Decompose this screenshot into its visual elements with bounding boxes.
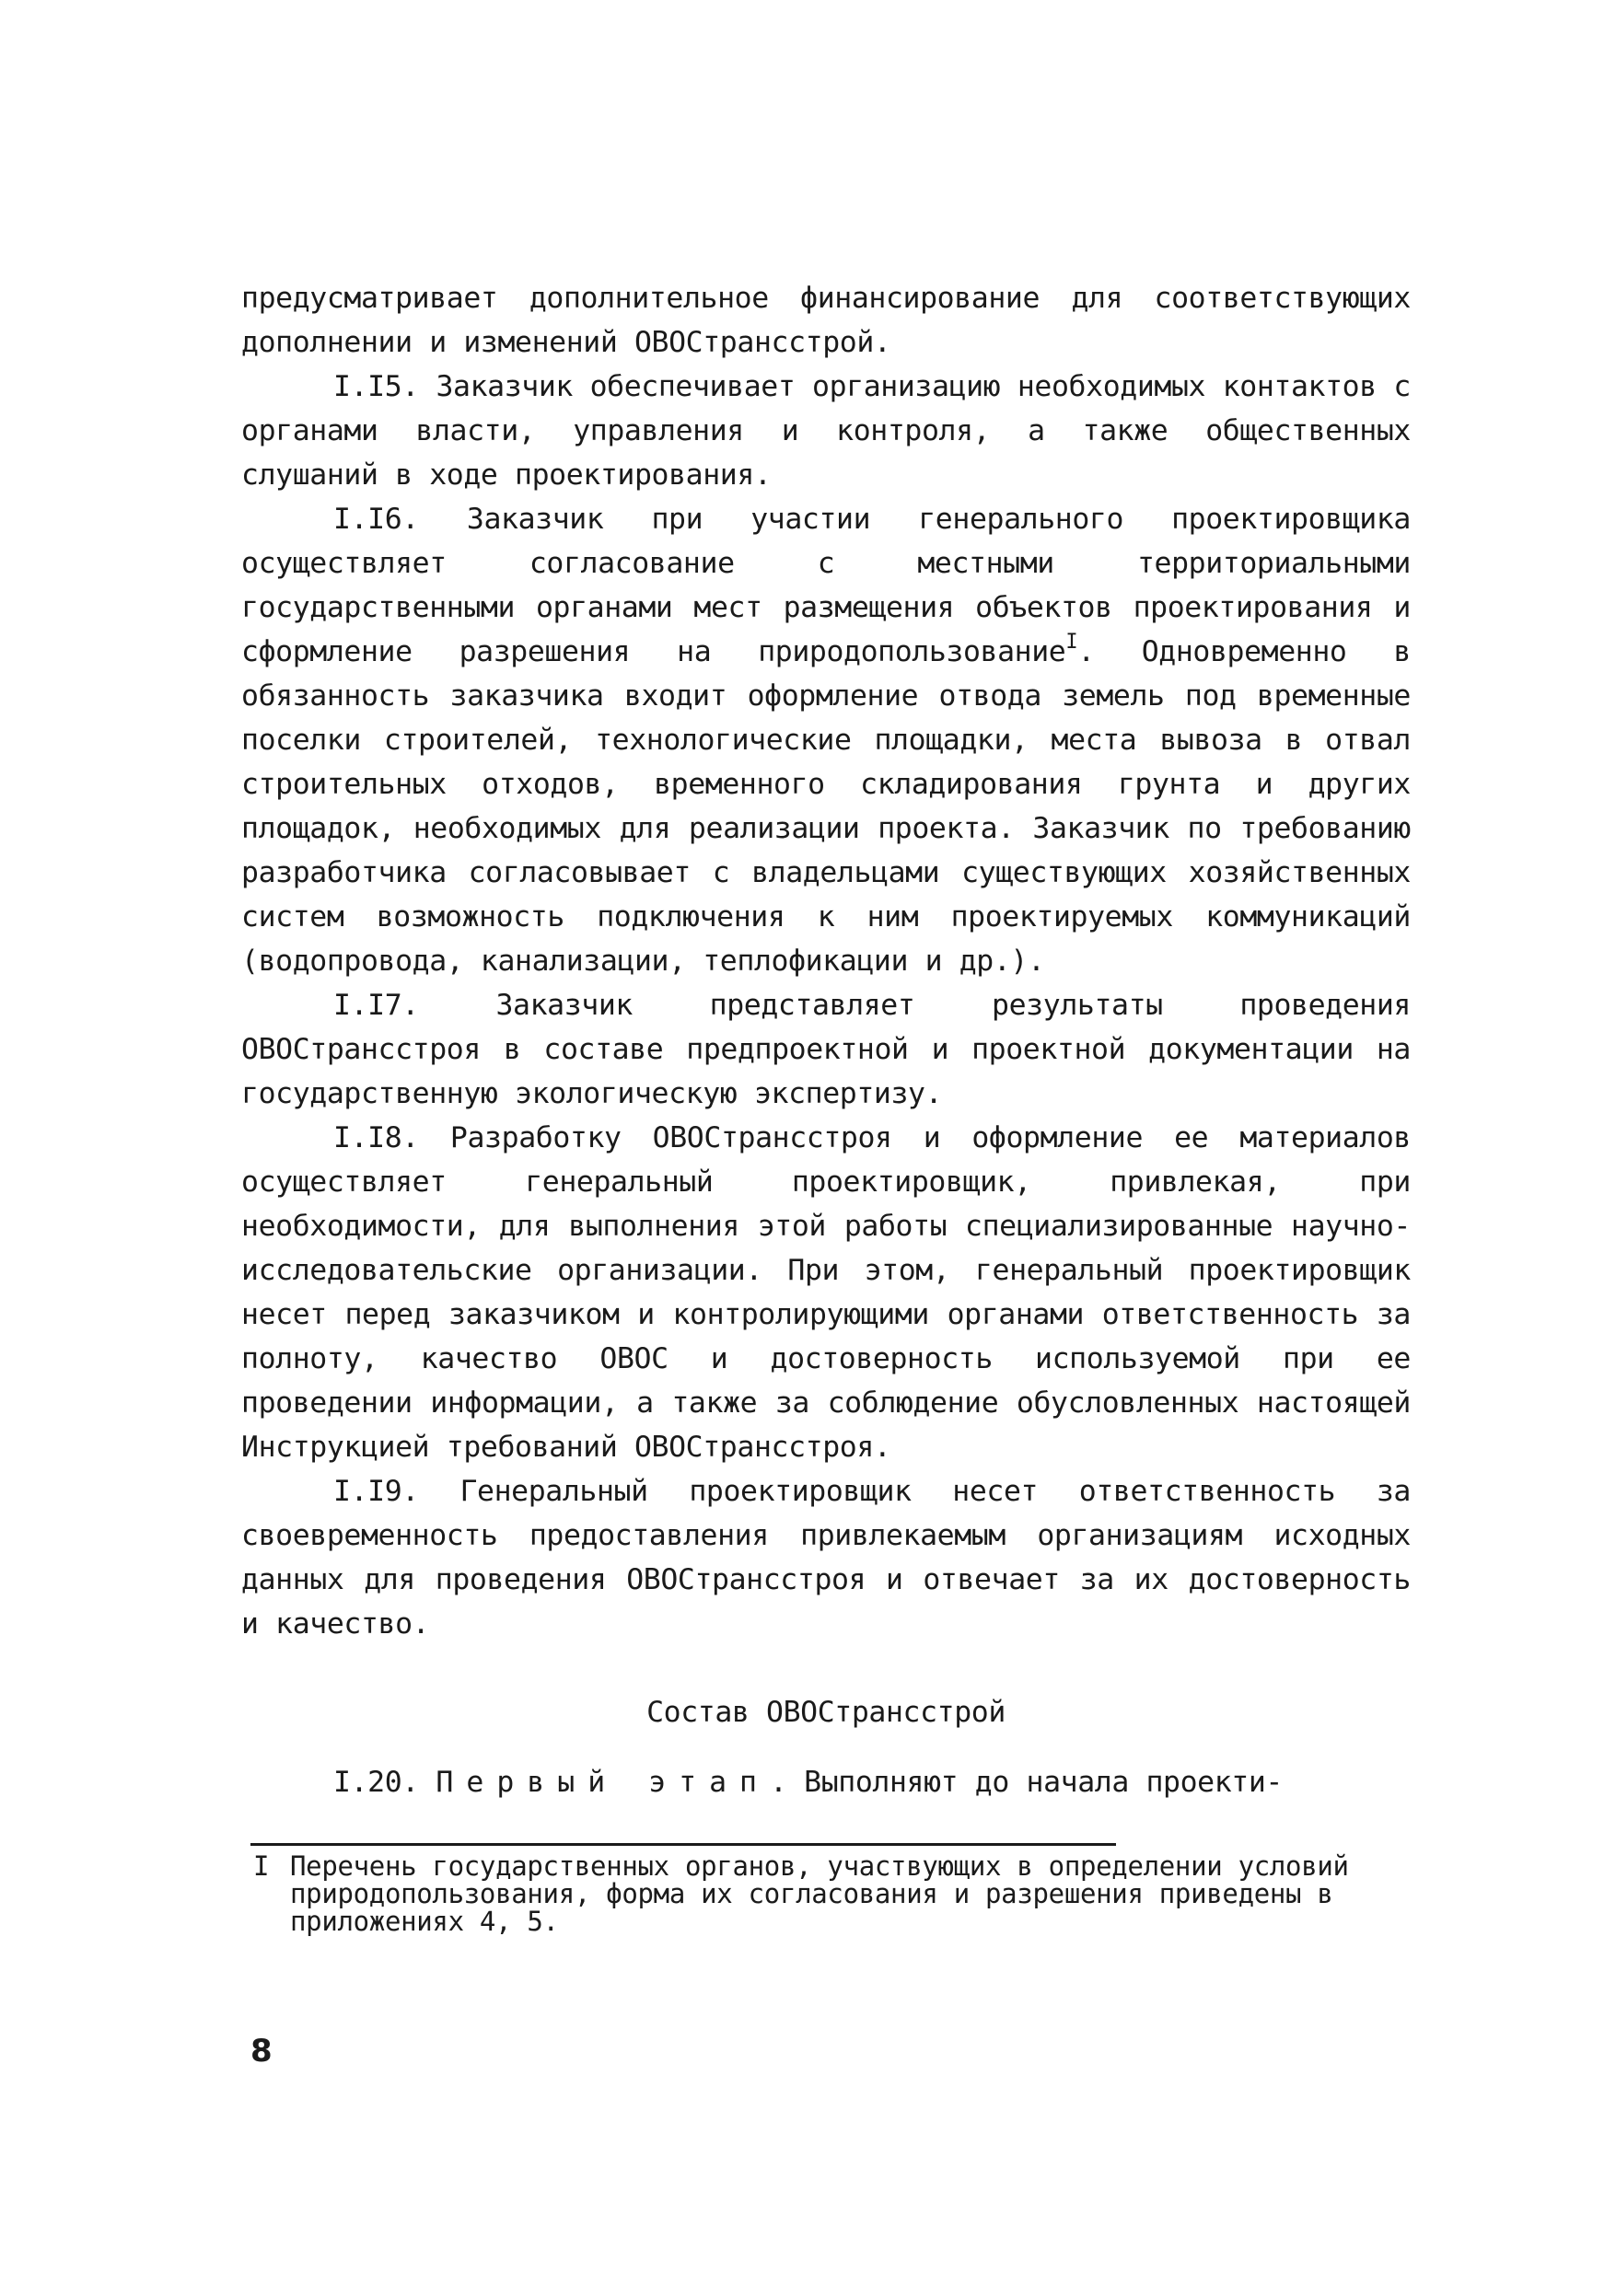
paragraph-1-16-part-2: . Одновременно в обязанность заказчика входит оформление отвода земель под временные поселки строителей, технологические площадки, места вывоза в отвал строительных отходов, временного складирования грунта и других площадок, необходимых для реализации проекта. Заказчик по требованию разработчика согласовывает с владельцами существующих хозяйственных систем возможность подключения к ним проектируемых коммуникаций (водопровода, канализации, теплофикации и др.).: [241, 635, 1428, 978]
paragraph-1-19: I.I9. Генеральный проектировщик несет ответственность за своевременность предоставления привлекаемым организациям исходных данных для проведения ОВОСтрансстроя и отвечает за их достоверность и качество.: [241, 1475, 1428, 1641]
paragraph-continuation: предусматривает дополнительное финансирование для соответствующих дополнении и изменений ОВОСтрансстрой.: [241, 282, 1428, 359]
paragraph-1-15: I.I5. Заказчик обеспечивает организацию необходимых контактов с органами власти, управления и контроля, а также общественных слушаний в ходе проектирования.: [241, 370, 1428, 492]
footnote: [253, 1852, 1404, 1935]
paragraph-1-16-part-1: I.I6. Заказчик при участии генерального проектировщика осуществляет согласование с местными территориальными государственными органами мест размещения объектов проектирования и сформление разрешения на природопользование: [241, 503, 1428, 668]
footnote-reference: I: [1065, 631, 1078, 654]
paragraph-1-17: I.I7. Заказчик представляет результаты проведения ОВОСтрансстроя в составе предпроектной и проектной документации на государственную экологическую экспертизу.: [241, 989, 1428, 1110]
paragraph-1-18: I.I8. Разработку ОВОСтрансстроя и оформление ее материалов осуществляет генеральный проектировщик, привлекая, при необходимости, для выполнения этой работы специализированные научно-исследовательские организации. При этом, генеральный проектировщик несет перед заказчиком и контролирующими органами ответственность за полноту, качество ОВОС и достоверность используемой при ее проведении информации, а также за соблюдение обусловленных настоящей Инструкцией требований ОВОСтрансстроя.: [241, 1121, 1428, 1464]
footnote-mark: I: [253, 1850, 270, 1882]
section-heading: Состав ОВОСтрансстрой: [646, 1696, 1006, 1729]
stage-number: I.20.: [333, 1766, 419, 1799]
stage-spaced-term: Первый этап: [436, 1766, 771, 1799]
footnote-divider: [250, 1843, 1116, 1846]
page-number: 8: [250, 2033, 273, 2070]
stage-paragraph-1-20: [333, 1760, 1411, 1804]
footnote-text: Перечень государственных органов, участвующих в определении условий природопользования, форма их согласования и разрешения приведены в приложениях 4, 5.: [290, 1850, 1365, 1937]
paragraph-1-16: [241, 497, 1428, 983]
body-text: [241, 276, 1428, 1646]
stage-rest: . Выполняют до начала проекти-: [770, 1766, 1283, 1799]
